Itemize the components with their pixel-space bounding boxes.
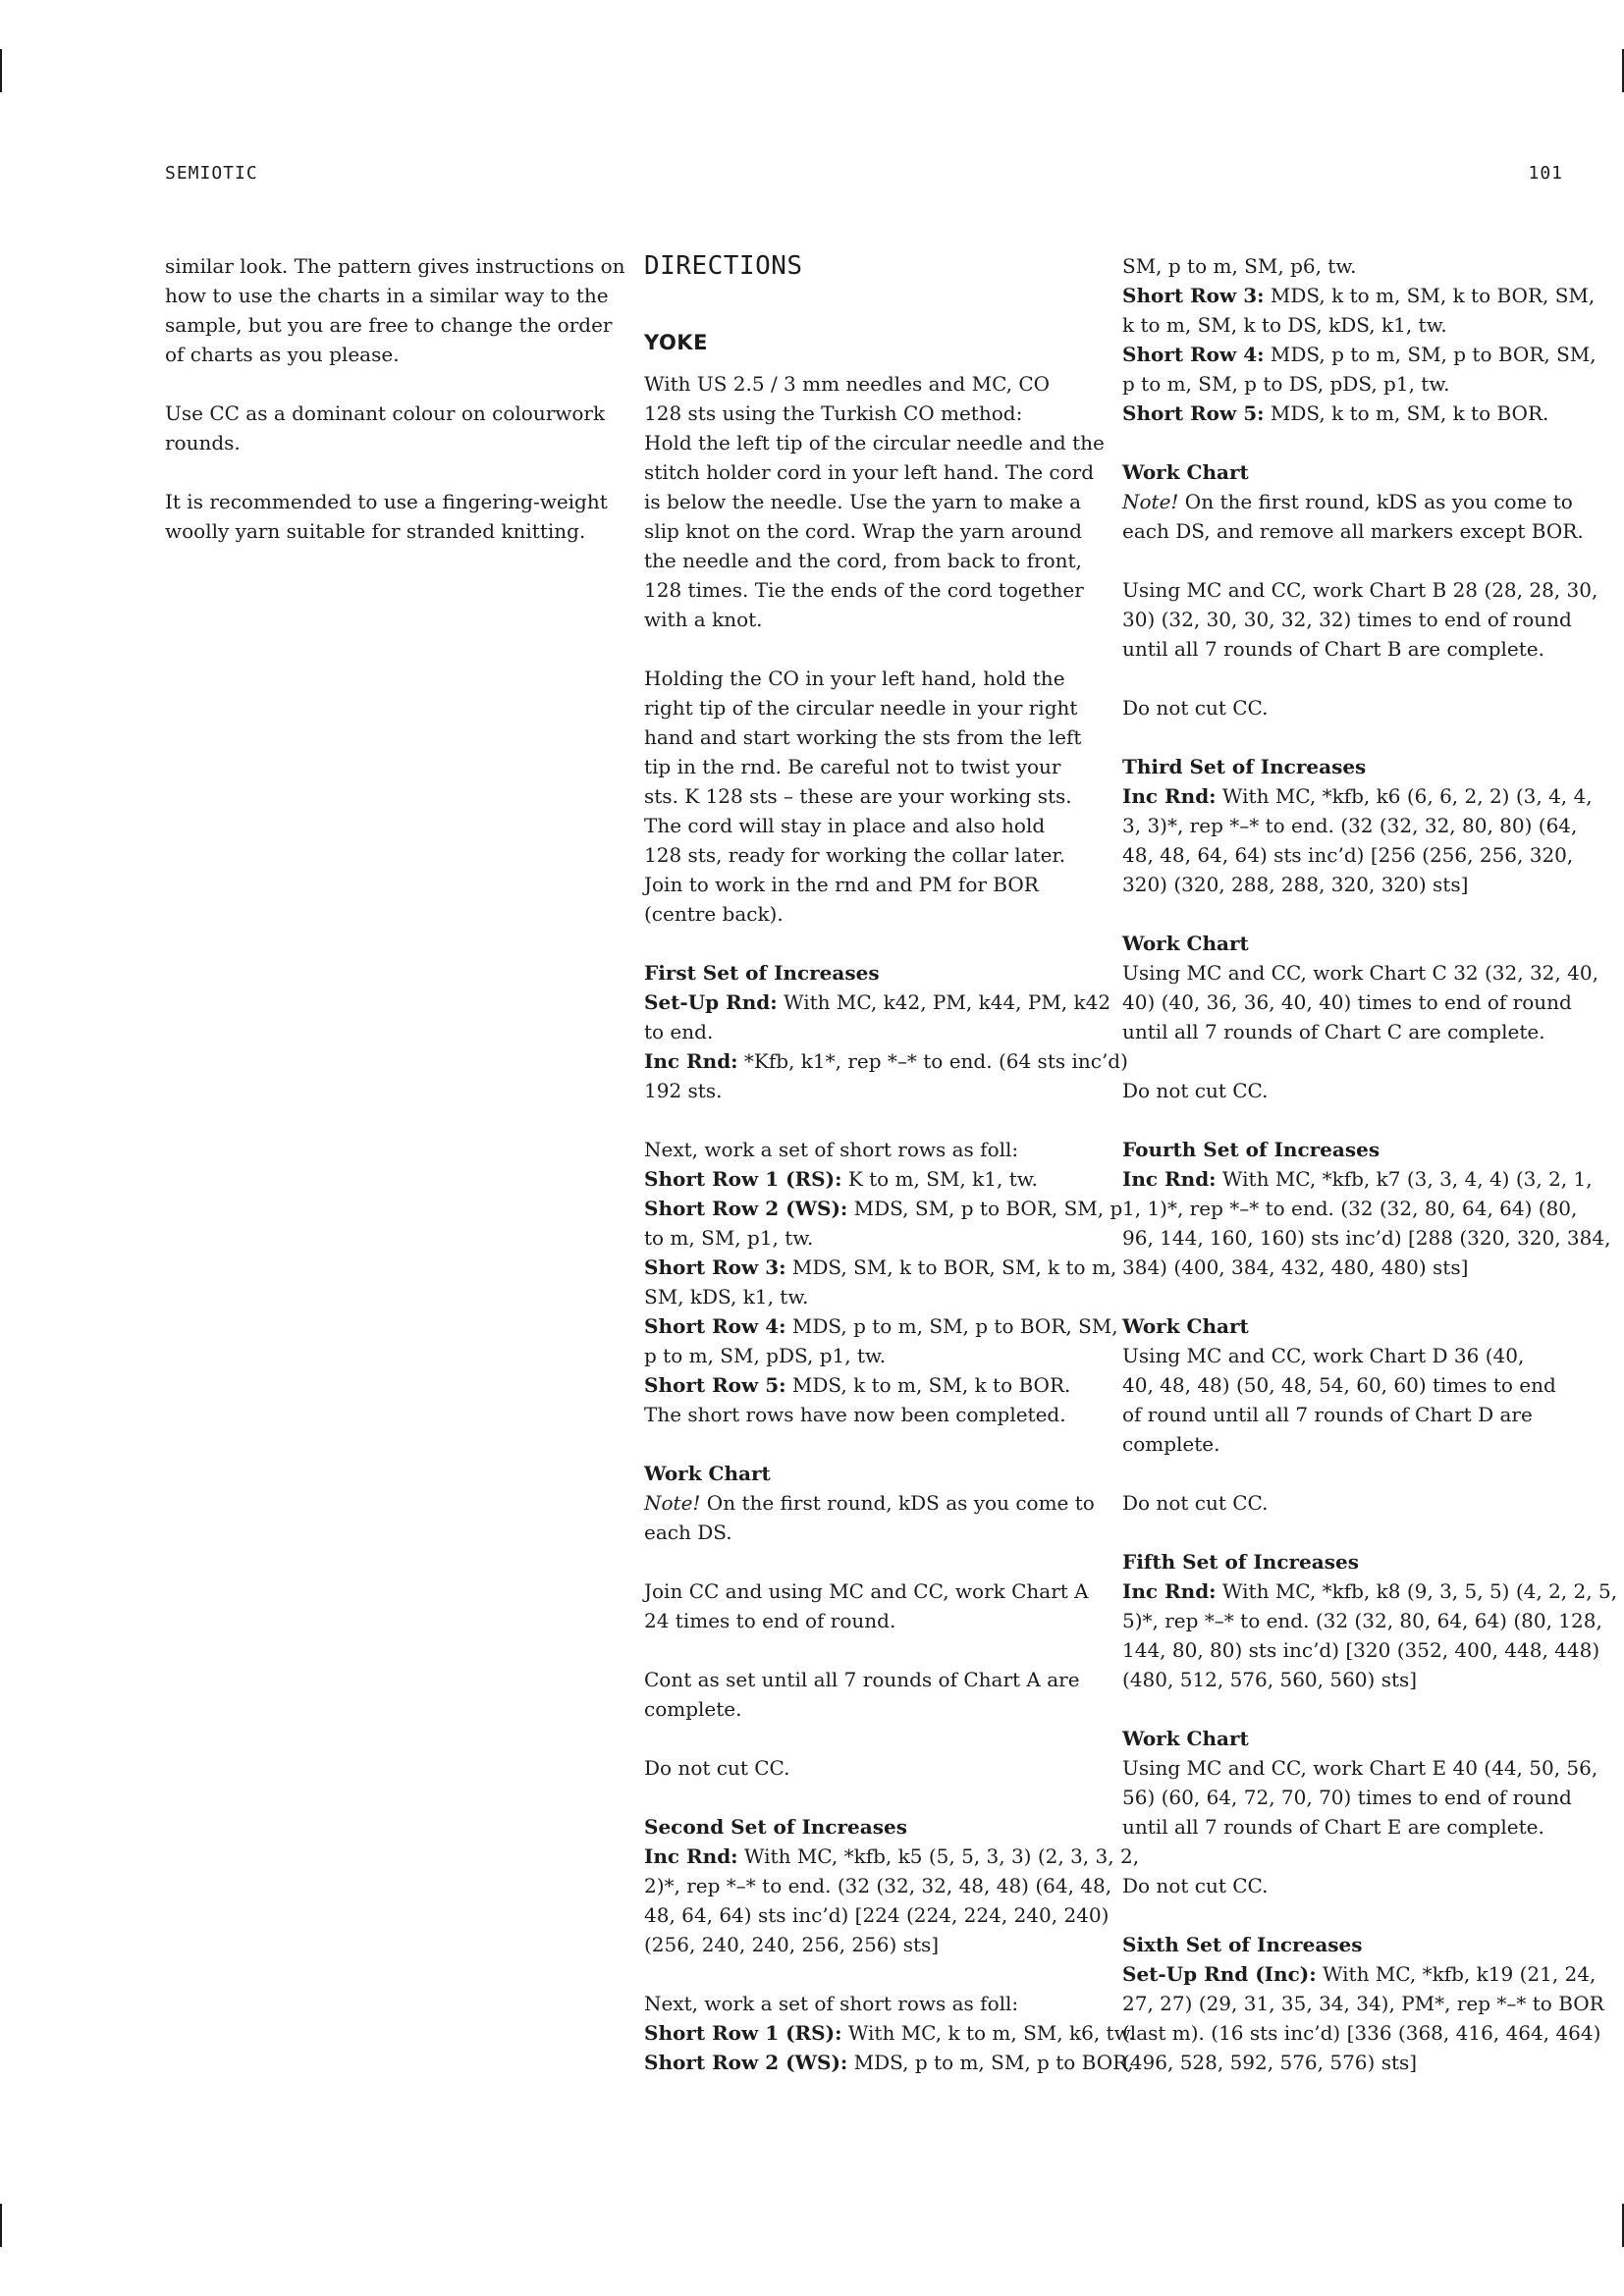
text-line (644, 1194, 1123, 1223)
text-line: 24 times to end of round. (644, 1609, 896, 1632)
text-line: Next, work a set of short rows as foll: (644, 1138, 1019, 1161)
label-short-row-4: Short Row 4: (1122, 343, 1265, 366)
text-line: complete. (644, 1697, 742, 1721)
column-right (1122, 251, 1618, 2107)
label-inc-rnd: Inc Rnd: (644, 1844, 738, 1868)
paragraph-similar-look (165, 251, 625, 369)
text-line: until all 7 rounds of Chart C are complete. (1122, 1020, 1545, 1043)
work-chart-c-do-not-cut: Do not cut CC. (1122, 1079, 1269, 1102)
text-line: (last m). (16 sts inc’d) [336 (368, 416, 464, 464) (1122, 2021, 1601, 2045)
text-line: It is recommended to use a fingering-weight (165, 490, 608, 513)
text-line: Join to work in the rnd and PM for BOR (644, 873, 1039, 896)
short-rows-set-2 (644, 1989, 1135, 2077)
text-line: right tip of the circular needle in your right (644, 696, 1078, 720)
label-setup-rnd: Set-Up Rnd: (644, 990, 778, 1014)
text-line: SM, p to m, SM, p6, tw. (1122, 254, 1357, 278)
text-span: *Kfb, k1*, rep *–* to end. (64 sts inc’d) (737, 1049, 1128, 1073)
text-line (644, 1842, 1140, 1871)
text-line: rounds. (165, 431, 241, 454)
text-line (644, 1311, 1118, 1341)
work-chart-a-do-not-cut: Do not cut CC. (644, 1756, 790, 1780)
paragraph-cast-on (644, 369, 1105, 634)
text-line: Using MC and CC, work Chart B 28 (28, 28, 30, (1122, 578, 1598, 602)
text-line: 48, 64, 64) sts inc’d) [224 (224, 224, 240, 240) (644, 1903, 1110, 1927)
text-line: (496, 528, 592, 576, 576) sts] (1122, 2051, 1418, 2074)
column-middle (644, 251, 1140, 2107)
text-line: Using MC and CC, work Chart C 32 (32, 32, 40, (1122, 961, 1598, 985)
label-inc-rnd: Inc Rnd: (1122, 784, 1217, 808)
text-line: woolly yarn suitable for stranded knitting. (165, 519, 586, 543)
text-line: Next, work a set of short rows as foll: (644, 1992, 1019, 2015)
label-short-row-1: Short Row 1 (RS): (644, 1167, 842, 1191)
text-line: sample, but you are free to change the order (165, 313, 613, 337)
text-line: 1, 1)*, rep *–* to end. (32 (32, 80, 64, 64) (80, (1122, 1197, 1578, 1220)
short-rows-set-1 (644, 1135, 1123, 1429)
label-note: Note! (1122, 490, 1179, 513)
text-line: tip in the rnd. Be careful not to twist your (644, 755, 1061, 778)
work-chart-a-join (644, 1576, 1089, 1635)
heading-third-set-of-increases: Third Set of Increases (1122, 755, 1367, 778)
text-span: On the first round, kDS as you come to (1178, 490, 1573, 513)
heading-first-set-of-increases: First Set of Increases (644, 961, 880, 985)
text-line: similar look. The pattern gives instructions on (165, 254, 625, 278)
text-line: 128 sts, ready for working the collar later. (644, 843, 1066, 867)
text-line: 144, 80, 80) sts inc’d) [320 (352, 400, 448, 448) (1122, 1638, 1600, 1662)
heading-second-set-of-increases: Second Set of Increases (644, 1815, 907, 1839)
label-short-row-3: Short Row 3: (1122, 284, 1265, 307)
crop-mark-bottom-left (0, 2204, 2, 2247)
text-span: MDS, p to m, SM, p to BOR, SM, (1264, 343, 1597, 366)
text-line (644, 1370, 1082, 1400)
text-line: hand and start working the sts from the left (644, 725, 1082, 749)
text-line (644, 1046, 1128, 1076)
text-span: With MC, *kfb, k5 (5, 5, 3, 3) (2, 3, 3, 2, (737, 1844, 1140, 1868)
text-line: how to use the charts in a similar way to the (165, 284, 609, 307)
heading-work-chart-c: Work Chart (1122, 932, 1249, 955)
heading-work-chart-b: Work Chart (1122, 460, 1249, 484)
text-line: Using MC and CC, work Chart D 36 (40, (1122, 1344, 1525, 1367)
label-setup-rnd-inc: Set-Up Rnd (Inc): (1122, 1962, 1317, 1986)
text-span: MDS, p to m, SM, p to BOR, SM, (785, 1314, 1118, 1338)
label-inc-rnd: Inc Rnd: (1122, 1167, 1217, 1191)
text-span: MDS, k to m, SM, k to BOR. (1264, 401, 1549, 425)
text-line: of round until all 7 rounds of Chart D are (1122, 1403, 1533, 1426)
text-line: 48, 48, 64, 64) sts inc’d) [256 (256, 256, 320, (1122, 843, 1574, 867)
text-line: 96, 144, 160, 160) sts inc’d) [288 (320, 320, 384, (1122, 1226, 1611, 1250)
column-left (165, 251, 625, 575)
text-line (644, 1253, 1117, 1282)
text-span: With MC, *kfb, k7 (3, 3, 4, 4) (3, 2, 1, (1216, 1167, 1593, 1191)
text-line: until all 7 rounds of Chart B are complete. (1122, 637, 1544, 661)
text-line: stitch holder cord in your left hand. The cord (644, 460, 1095, 484)
third-increases-instructions (1122, 781, 1593, 899)
text-line: k to m, SM, k to DS, kDS, k1, tw. (1122, 313, 1447, 337)
heading-fifth-set-of-increases: Fifth Set of Increases (1122, 1550, 1359, 1574)
work-chart-b-using (1122, 575, 1598, 664)
text-line (644, 988, 1111, 1017)
text-span: With MC, *kfb, k6 (6, 6, 2, 2) (3, 4, 4, (1216, 784, 1593, 808)
section-title-directions: DIRECTIONS (644, 251, 803, 281)
page-number: 101 (1528, 163, 1563, 184)
work-chart-c-using (1122, 958, 1598, 1046)
text-line: Use CC as a dominant colour on colourwork (165, 401, 606, 425)
text-line: to end. (644, 1020, 714, 1043)
text-line (1122, 781, 1593, 811)
text-span: With MC, *kfb, k8 (9, 3, 5, 5) (4, 2, 2, 5, (1216, 1579, 1618, 1603)
text-span: MDS, SM, p to BOR, SM, p (847, 1197, 1123, 1220)
text-line: of charts as you please. (165, 343, 400, 366)
text-line (1122, 399, 1572, 428)
text-line (1122, 340, 1597, 369)
text-line: 56) (60, 64, 72, 70, 70) times to end of round (1122, 1786, 1572, 1809)
text-line (1122, 1959, 1597, 1989)
text-line: until all 7 rounds of Chart E are complete. (1122, 1815, 1544, 1839)
text-line: the needle and the cord, from back to front, (644, 549, 1082, 572)
text-line: 384) (400, 384, 432, 480, 480) sts] (1122, 1255, 1469, 1279)
text-line: 40, 48, 48) (50, 48, 54, 60, 60) times to end (1122, 1373, 1556, 1397)
text-line: The short rows have now been completed. (644, 1403, 1066, 1426)
label-short-row-2: Short Row 2 (WS): (644, 2051, 848, 2074)
work-chart-a-note (644, 1488, 1095, 1547)
sixth-increases-instructions (1122, 1959, 1604, 2077)
text-line: Holding the CO in your left hand, hold the (644, 667, 1065, 690)
text-line: 27, 27) (29, 31, 35, 34, 34), PM*, rep *–* to BOR (1122, 1992, 1604, 2015)
label-short-row-4: Short Row 4: (644, 1314, 786, 1338)
heading-work-chart-e: Work Chart (1122, 1727, 1249, 1750)
heading-work-chart-d: Work Chart (1122, 1314, 1249, 1338)
text-line (644, 2018, 1135, 2048)
fifth-increases-instructions (1122, 1576, 1618, 1694)
text-span: MDS, SM, k to BOR, SM, k to m, (785, 1255, 1117, 1279)
text-line: slip knot on the cord. Wrap the yarn around (644, 519, 1082, 543)
text-line: (480, 512, 576, 560, 560) sts] (1122, 1668, 1418, 1691)
fourth-increases-instructions (1122, 1164, 1611, 1282)
paragraph-yarn-recommendation (165, 487, 617, 546)
text-line: sts. K 128 sts – these are your working sts. (644, 784, 1072, 808)
label-short-row-5: Short Row 5: (1122, 401, 1265, 425)
text-line: Cont as set until all 7 rounds of Chart A are (644, 1668, 1080, 1691)
text-line: Hold the left tip of the circular needle and the (644, 431, 1105, 454)
heading-sixth-set-of-increases: Sixth Set of Increases (1122, 1933, 1363, 1956)
label-short-row-5: Short Row 5: (644, 1373, 786, 1397)
paragraph-use-cc (165, 399, 617, 457)
text-line: p to m, SM, p to DS, pDS, p1, tw. (1122, 372, 1450, 396)
text-line: Join CC and using MC and CC, work Chart A (644, 1579, 1089, 1603)
crop-mark-top-left (0, 49, 2, 92)
label-note: Note! (644, 1491, 701, 1515)
second-increases-instructions (644, 1842, 1140, 1959)
text-span: MDS, k to m, SM, k to BOR. (785, 1373, 1071, 1397)
heading-work-chart-a: Work Chart (644, 1462, 771, 1485)
text-line: (centre back). (644, 902, 784, 926)
text-line: 5)*, rep *–* to end. (32 (32, 80, 64, 64) (80, 128, (1122, 1609, 1602, 1632)
text-line: 2)*, rep *–* to end. (32 (32, 32, 48, 48) (64, 48, (644, 1874, 1112, 1897)
text-line (644, 2048, 1134, 2077)
work-chart-e-do-not-cut: Do not cut CC. (1122, 1874, 1269, 1897)
text-line: 128 times. Tie the ends of the cord together (644, 578, 1084, 602)
work-chart-d-do-not-cut: Do not cut CC. (1122, 1491, 1269, 1515)
text-line: 30) (32, 30, 30, 32, 32) times to end of round (1122, 608, 1572, 631)
text-line: each DS, and remove all markers except BOR. (1122, 519, 1584, 543)
text-span: With MC, *kfb, k19 (21, 24, (1316, 1962, 1597, 1986)
text-line: 40) (40, 36, 36, 40, 40) times to end of round (1122, 990, 1572, 1014)
text-line: with a knot. (644, 608, 763, 631)
text-line: (256, 240, 240, 256, 256) sts] (644, 1933, 940, 1956)
text-span: With MC, k to m, SM, k6, tw. (841, 2021, 1135, 2045)
running-head-title: SEMIOTIC (165, 163, 258, 184)
text-span: MDS, p to m, SM, p to BOR, (847, 2051, 1134, 2074)
label-short-row-3: Short Row 3: (644, 1255, 786, 1279)
text-line: The cord will stay in place and also hold (644, 814, 1046, 837)
text-line: to m, SM, p1, tw. (644, 1226, 814, 1250)
text-line: is below the needle. Use the yarn to make a (644, 490, 1081, 513)
paragraph-holding-co (644, 664, 1082, 929)
text-line: each DS. (644, 1521, 732, 1544)
text-line (1122, 1164, 1593, 1194)
label-inc-rnd: Inc Rnd: (644, 1049, 738, 1073)
text-line (1122, 281, 1596, 310)
text-line: complete. (1122, 1432, 1220, 1456)
label-short-row-1: Short Row 1 (RS): (644, 2021, 842, 2045)
text-line: Using MC and CC, work Chart E 40 (44, 50, 56, (1122, 1756, 1598, 1780)
work-chart-d-using (1122, 1341, 1572, 1459)
text-span: MDS, k to m, SM, k to BOR, SM, (1264, 284, 1596, 307)
text-line: With US 2.5 / 3 mm needles and MC, CO (644, 372, 1051, 396)
short-rows-set-2-continued (1122, 251, 1597, 428)
text-line: 128 sts using the Turkish CO method: (644, 401, 1023, 425)
text-span: With MC, k42, PM, k44, PM, k42 (777, 990, 1111, 1014)
label-short-row-2: Short Row 2 (WS): (644, 1197, 848, 1220)
text-line (1122, 487, 1572, 516)
first-increases-instructions (644, 988, 1128, 1105)
subsection-title-yoke: YOKE (644, 331, 708, 354)
label-inc-rnd: Inc Rnd: (1122, 1579, 1217, 1603)
text-span: K to m, SM, k1, tw. (841, 1167, 1038, 1191)
work-chart-b-note (1122, 487, 1584, 546)
heading-fourth-set-of-increases: Fourth Set of Increases (1122, 1138, 1380, 1161)
work-chart-e-using (1122, 1753, 1598, 1842)
text-line (644, 1488, 1095, 1518)
text-line (1122, 1576, 1618, 1606)
work-chart-b-do-not-cut: Do not cut CC. (1122, 696, 1269, 720)
text-span: On the first round, kDS as you come to (700, 1491, 1095, 1515)
text-line: 320) (320, 288, 288, 320, 320) sts] (1122, 873, 1469, 896)
text-line: 3, 3)*, rep *–* to end. (32 (32, 32, 80, 80) (64, (1122, 814, 1578, 837)
text-line: p to m, SM, pDS, p1, tw. (644, 1344, 887, 1367)
text-line: SM, kDS, k1, tw. (644, 1285, 809, 1308)
text-line (644, 1164, 1082, 1194)
text-line: 192 sts. (644, 1079, 723, 1102)
work-chart-a-cont (644, 1665, 1082, 1724)
